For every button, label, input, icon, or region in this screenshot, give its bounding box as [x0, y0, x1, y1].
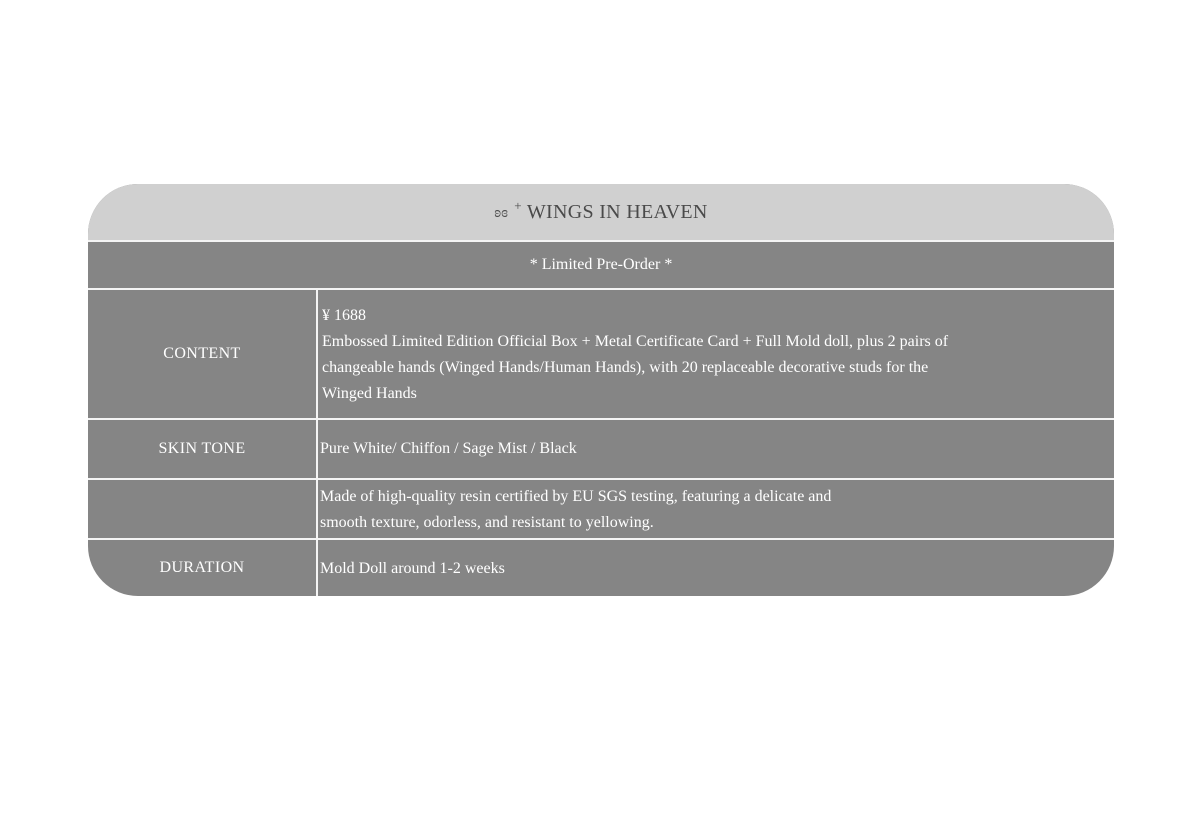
row-label-skin-tone: SKIN TONE [158, 440, 246, 457]
row-value-duration [320, 556, 1100, 582]
product-info-card [88, 184, 1114, 596]
row-label-content: CONTENT [163, 345, 241, 362]
price-text: ¥ 1688 [322, 307, 366, 324]
wings-icon: ʚɞ [494, 204, 509, 221]
content-line: changeable hands (Winged Hands/Human Hands), with 20 replaceable decorative studs for the [322, 359, 929, 376]
column-divider [316, 288, 318, 596]
material-line: smooth texture, odorless, and resistant to yellowing. [320, 514, 654, 531]
material-line: Made of high-quality resin certified by EU SGS testing, featuring a delicate and [320, 488, 832, 505]
content-line: Winged Hands [322, 385, 417, 402]
sparkle-icon: + [514, 198, 522, 213]
duration-text: Mold Doll around 1-2 weeks [320, 560, 505, 577]
preorder-subtitle: * Limited Pre-Order * [529, 256, 673, 273]
product-title: WINGS IN HEAVEN [526, 200, 708, 223]
row-value-material [320, 484, 1100, 536]
skin-tone-text: Pure White/ Chiffon / Sage Mist / Black [320, 440, 577, 457]
content-line: Embossed Limited Edition Official Box + Metal Certificate Card + Full Mold doll, plus 2 pairs of [322, 333, 949, 350]
row-value-content [322, 303, 1102, 407]
row-value-skin-tone [320, 436, 1100, 462]
row-label-material [88, 480, 316, 538]
row-label-duration: DURATION [159, 559, 245, 576]
card-title-bar [88, 184, 1114, 240]
